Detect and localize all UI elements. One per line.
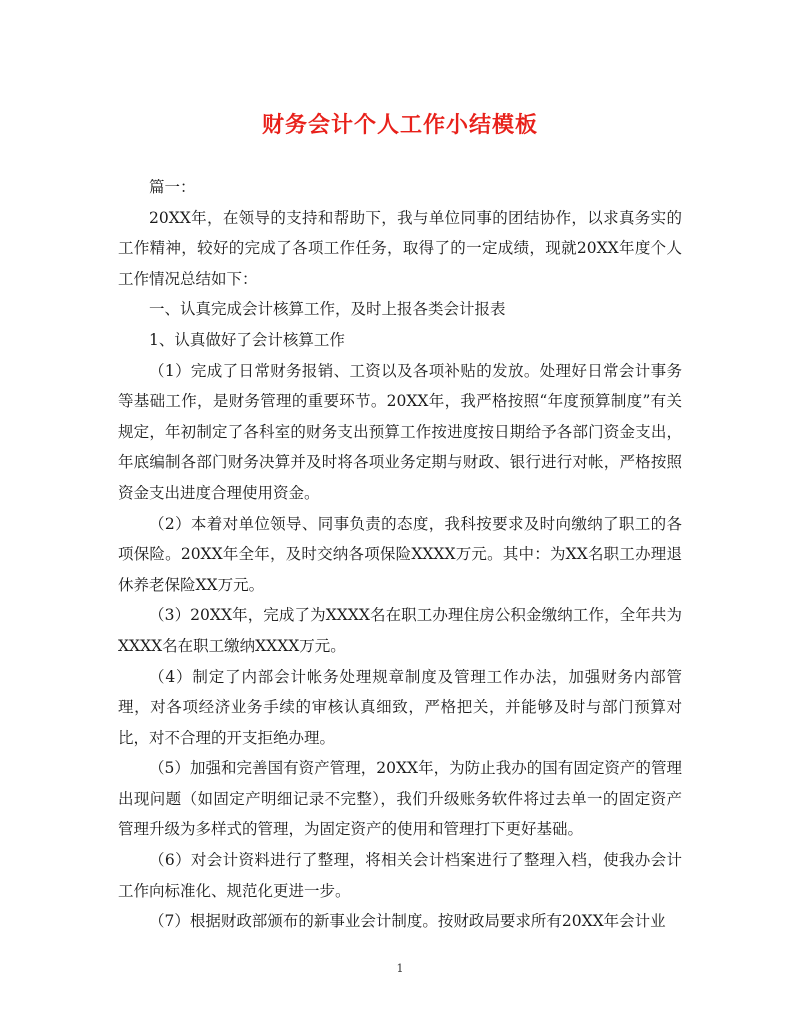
page-number: 1 <box>396 962 404 975</box>
document-body <box>118 172 682 937</box>
paragraph-item-7: （7）根据财政部颁布的新事业会计制度。按财政局要求所有20XX年会计业 <box>149 912 666 931</box>
paragraph-heading-1: 一、认真完成会计核算工作，及时上报各类会计报表 <box>149 300 506 319</box>
paragraph-subheading-1: 1、认真做好了会计核算工作 <box>149 330 345 349</box>
paragraph-section-label: 篇一： <box>149 178 196 196</box>
paragraph-item-5: （5）加强和完善国有资产管理，20XX年，为防止我办的国有固定资产的管理出现问题（如固定产明细记录不完整），我们升级账务软件将过去单一的固定资产管理升级为多样式的管理，为固定资产的使用和管理打下更好基础。 <box>118 759 682 839</box>
document-title: 财务会计个人工作小结模板 <box>261 112 538 138</box>
paragraph-item-2: （2）本着对单位领导、同事负责的态度，我科按要求及时向缴纳了职工的各项保险。20XX年全年，及时交纳各项保险XXXX万元。其中：为XX名职工办理退休养老保险XX万元。 <box>118 514 682 594</box>
paragraph-item-1: （1）完成了日常财务报销、工资以及各项补贴的发放。处理好日常会计事务等基础工作，是财务管理的重要环节。20XX年，我严格按照“年度预算制度”有关规定，年初制定了各科室的财务支出预算工作按进度按日期给予各部门资金支出，年底编制各部门财务决算并及时将各项业务定期与财政、银行进行对帐，严格按照资金支出进度合理使用资金。 <box>118 361 682 502</box>
paragraph-item-4: （4）制定了内部会计帐务处理规章制度及管理工作办法，加强财务内部管理，对各项经济业务手续的审核认真细致，严格把关，并能够及时与部门预算对比，对不合理的开支拒绝办理。 <box>118 667 682 747</box>
paragraph-intro: 20XX年，在领导的支持和帮助下，我与单位同事的团结协作，以求真务实的工作精神，较好的完成了各项工作任务，取得了的一定成绩，现就20XX年度个人工作情况总结如下： <box>118 208 682 288</box>
paragraph-item-6: （6）对会计资料进行了整理，将相关会计档案进行了整理入档，使我办会计工作向标准化、规范化更进一步。 <box>118 851 682 900</box>
paragraph-item-3: （3）20XX年，完成了为XXXX名在职工办理住房公积金缴纳工作，全年共为XXXX名在职工缴纳XXXX万元。 <box>118 606 682 655</box>
